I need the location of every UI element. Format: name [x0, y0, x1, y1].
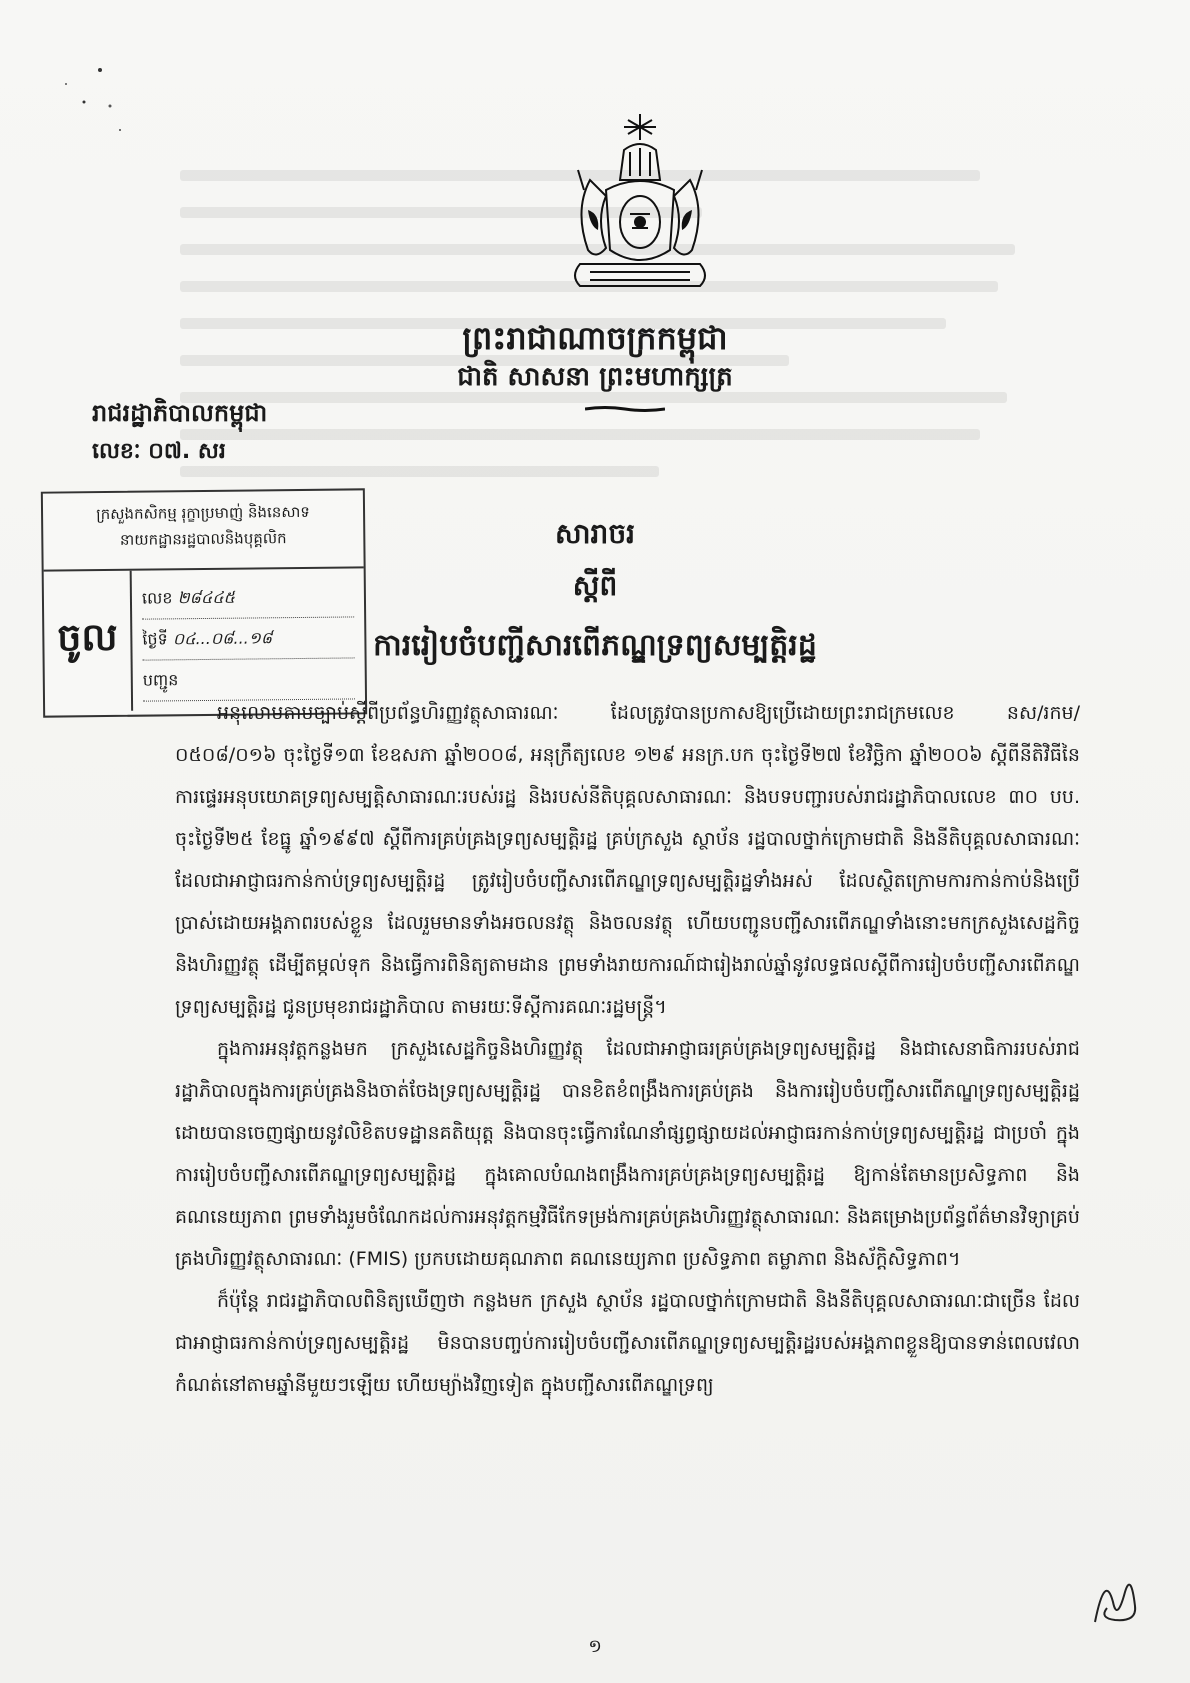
page-number: ១ [588, 1636, 602, 1657]
stamp-date-value: ០៤...០៨...១៨ [172, 628, 273, 649]
stamp-department: នាយកដ្ឋានរដ្ឋបាលនិងបុគ្គលិក [119, 529, 287, 549]
initial-signature [1085, 1562, 1147, 1632]
stamp-ministry: ក្រសួងកសិកម្ម រុក្ខាប្រមាញ់ និងនេសាទ [96, 502, 310, 524]
scan-specks [40, 40, 160, 160]
paragraph-2: ក្នុងការអនុវត្តកន្លងមក ក្រសួងសេដ្ឋកិច្ចនិងហិរញ្ញវត្ថុ ដែលជាអាជ្ញាធរគ្រប់គ្រងទ្រព្យសម្បត្តិរដ្ឋ និងជាសេនាធិការរបស់រាជរដ្ឋាភិបាលក្នុងការគ្រប់គ្រងនិងចាត់ចែងទ្រព្យសម្បត្តិរដ្ឋ បានខិតខំពង្រឹងការគ្រប់គ្រង និងការរៀបចំបញ្ជីសារពើភណ្ឌទ្រព្យសម្បត្តិរដ្ឋ ដោយបានចេញផ្សាយនូវលិខិតបទដ្ឋានគតិយុត្ត និងបានចុះធ្វើការណែនាំផ្សព្វផ្សាយដល់អាជ្ញាធរកាន់កាប់ទ្រព្យសម្បត្តិរដ្ឋ ជាប្រចាំ ក្នុងការរៀបចំបញ្ជីសារពើភណ្ឌទ្រព្យសម្បត្តិរដ្ឋ ក្នុងគោលបំណងពង្រឹងការគ្រប់គ្រងទ្រព្យសម្បត្តិរដ្ឋ ឱ្យកាន់តែមានប្រសិទ្ធភាព និងគណនេយ្យភាព ព្រមទាំងរួមចំណែកដល់ការអនុវត្តកម្មវិធីកែទម្រង់ការគ្រប់គ្រងហិរញ្ញវត្ថុសាធារណៈ និងគម្រោងប្រព័ន្ធព័ត៌មានវិទ្យាគ្រប់គ្រងហិរញ្ញវត្ថុសាធារណៈ (FMIS) ប្រកបដោយគុណភាព គណនេយ្យភាព ប្រសិទ្ធភាព តម្លាភាព និងស័ក្តិសិទ្ធភាព។ [175, 1038, 1080, 1270]
stamp-number-value: ២៨៤៤៥ [177, 587, 236, 608]
document-number: លេខៈ ០៧. សរ [92, 439, 226, 464]
document-subject: ការរៀបចំបញ្ជីសារពើភណ្ឌទ្រព្យសម្បត្តិរដ្ឋ [373, 628, 817, 663]
paragraph-3: ក៏ប៉ុន្តែ រាជរដ្ឋាភិបាលពិនិត្យឃើញថា កន្លងមក ក្រសួង ស្ថាប័ន រដ្ឋបាលថ្នាក់ក្រោមជាតិ និងនីតិបុគ្គលសាធារណៈជាច្រើន ដែលជាអាជ្ញាធរកាន់កាប់ទ្រព្យសម្បត្តិរដ្ឋ មិនបានបញ្ចប់ការរៀបចំបញ្ជីសារពើភណ្ឌទ្រព្យសម្បត្តិរដ្ឋរបស់អង្គភាពខ្លួនឱ្យបានទាន់ពេលវេលាកំណត់នៅតាមឆ្នាំនីមួយៗឡើយ ហើយម្យ៉ាងវិញទៀត ក្នុងបញ្ជីសារពើភណ្ឌទ្រព្យ [175, 1290, 1080, 1396]
kingdom-title: ព្រះរាជាណាចក្រកម្ពុជា [462, 319, 728, 357]
document-type: សារាចរ [555, 517, 635, 550]
national-motto: ជាតិ សាសនា ព្រះមហាក្សត្រ [457, 362, 733, 392]
issuing-body: រាជរដ្ឋាភិបាលកម្ពុជា [92, 399, 268, 427]
ornament-divider [585, 406, 665, 412]
royal-emblem-icon [560, 110, 720, 300]
paragraph-1: អនុលោមតាមច្បាប់ស្តីពីប្រព័ន្ធហិរញ្ញវត្ថុសាធារណៈ ដែលត្រូវបានប្រកាសឱ្យប្រើដោយព្រះរាជក្រមលេខ នស/រកម/០៥០៨/០១៦ ចុះថ្ងៃទី១៣ ខែឧសភា ឆ្នាំ២០០៨, អនុក្រឹត្យលេខ ១២៩ អនក្រ.បក ចុះថ្ងៃទី២៧ ខែវិច្ឆិកា ឆ្នាំ២០០៦ ស្តីពីនីតិវិធីនៃការផ្ទេរអនុបយោគទ្រព្យសម្បត្តិសាធារណៈរបស់រដ្ឋ និងរបស់នីតិបុគ្គលសាធារណៈ និងបទបញ្ជារបស់រាជរដ្ឋាភិបាលលេខ ៣០ បប. ចុះថ្ងៃទី២៥ ខែធ្នូ ឆ្នាំ១៩៩៧ ស្តីពីការគ្រប់គ្រងទ្រព្យសម្បត្តិរដ្ឋ គ្រប់ក្រសួង ស្ថាប័ន រដ្ឋបាលថ្នាក់ក្រោមជាតិ និងនីតិបុគ្គលសាធារណៈ ដែលជាអាជ្ញាធរកាន់កាប់ទ្រព្យសម្បត្តិរដ្ឋ ត្រូវរៀបចំបញ្ជីសារពើភណ្ឌទ្រព្យសម្បត្តិរដ្ឋទាំងអស់ ដែលស្ថិតក្រោមការកាន់កាប់និងប្រើប្រាស់ដោយអង្គភាពរបស់ខ្លួន ដែលរួមមានទាំងអចលនវត្ថុ និងចលនវត្ថុ ហើយបញ្ជូនបញ្ជីសារពើភណ្ឌទាំងនោះមកក្រសួងសេដ្ឋកិច្ចនិងហិរញ្ញវត្ថុ ដើម្បីតម្កល់ទុក និងធ្វើការពិនិត្យតាមដាន ព្រមទាំងរាយការណ៍ជារៀងរាល់ឆ្នាំនូវលទ្ធផលស្តីពីការរៀបចំបញ្ជីសារពើភណ្ឌទ្រព្យសម្បត្តិរដ្ឋ ជូនប្រមុខរាជរដ្ឋាភិបាល តាមរយៈទីស្តីការគណៈរដ្ឋមន្ត្រី។ [175, 702, 1080, 1018]
document-about: ស្តីពី [572, 569, 618, 602]
stamp-date-label: ថ្ងៃទី [142, 629, 168, 649]
body-text [175, 692, 1080, 1406]
stamp-received-label: ចូល [44, 571, 133, 712]
stamp-number-label: លេខ [141, 588, 173, 608]
stamp-forward-label: បញ្ជូន [142, 670, 179, 690]
